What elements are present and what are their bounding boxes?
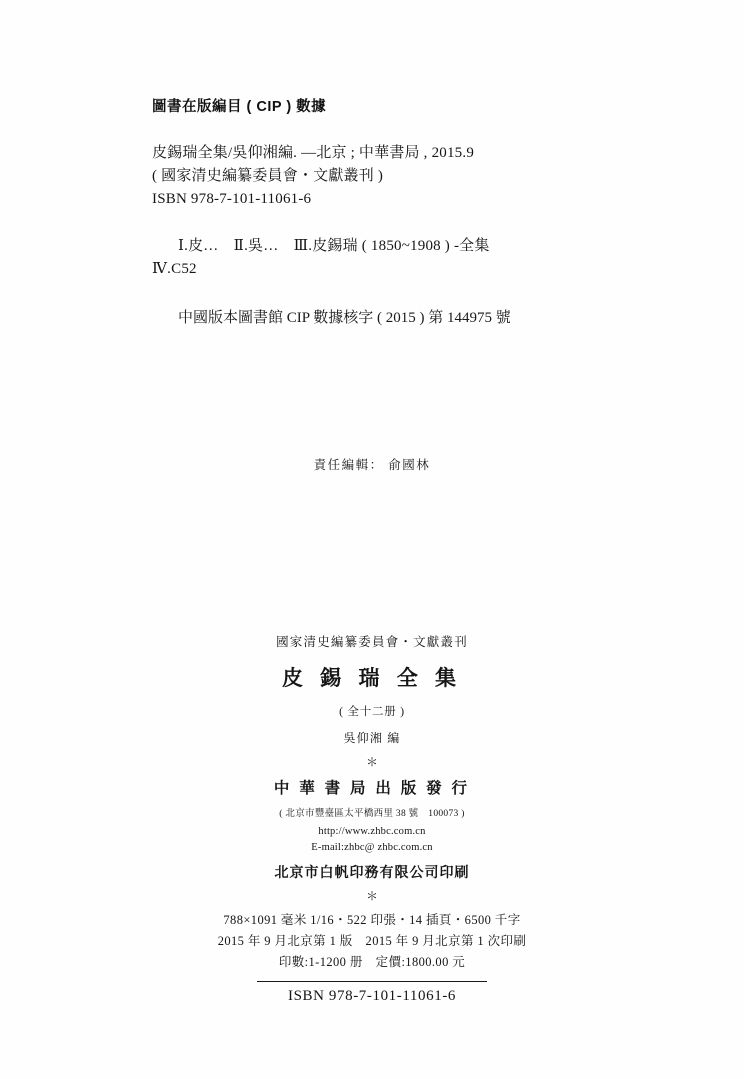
colophon-printer: 北京市白帆印務有限公司印刷: [274, 866, 470, 881]
colophon-isbn: ISBN 978-7-101-11061-6: [287, 988, 457, 1004]
colophon-email[interactable]: E-mail:zhbc@ zhbc.com.cn: [311, 842, 433, 853]
responsible-editor-line: 責任編輯： 俞國林: [313, 458, 431, 472]
colophon-series: 國家清史編纂委員會・文獻叢刊: [276, 635, 468, 649]
colophon-website[interactable]: http://www.zhbc.com.cn: [318, 826, 426, 837]
colophon-divider: [257, 981, 487, 982]
colophon-address: ( 北京市豐臺區太平橋西里 38 號 100073 ): [279, 809, 465, 819]
colophon-editor: 吳仰湘 編: [343, 731, 401, 745]
colophon-star-upper: ＊: [365, 755, 378, 769]
colophon-volumes: ( 全十二册 ): [339, 706, 405, 718]
cip-isbn-line: ISBN 978-7-101-11061-6: [152, 191, 312, 207]
cip-block: [152, 95, 582, 330]
colophon-title: 皮 錫 瑞 全 集: [282, 666, 462, 690]
cip-entry-line-2: ( 國家清史編纂委員會・文獻叢刊 ): [152, 168, 384, 184]
colophon-isbn-group: [257, 976, 487, 1005]
cip-classification-line-2: Ⅳ.C52: [152, 261, 197, 277]
colophon-spec-line-3: 印數:1-1200 册 定價:1800.00 元: [278, 955, 466, 969]
cip-entry-line-1: 皮錫瑞全集/吳仰湘編. —北京 ; 中華書局 , 2015.9: [152, 145, 475, 161]
colophon-spec-line-1: 788×1091 毫米 1/16・522 印張・14 插頁・6500 千字: [223, 913, 521, 927]
colophon-publisher: 中 華 書 局 出 版 發 行: [273, 780, 471, 797]
colophon-block: [0, 632, 744, 1005]
colophon-star-lower: ＊: [365, 889, 378, 903]
cip-registry-number: 中國版本圖書館 CIP 數據核字 ( 2015 ) 第 144975 號: [178, 310, 511, 326]
cip-classification-line-1: Ⅰ.皮… Ⅱ.吳… Ⅲ.皮錫瑞 ( 1850~1908 ) -全集: [178, 238, 490, 254]
cip-heading: 圖書在版編目 ( CIP ) 數據: [152, 99, 327, 115]
colophon-spec-line-2: 2015 年 9 月北京第 1 版 2015 年 9 月北京第 1 次印刷: [217, 934, 527, 948]
